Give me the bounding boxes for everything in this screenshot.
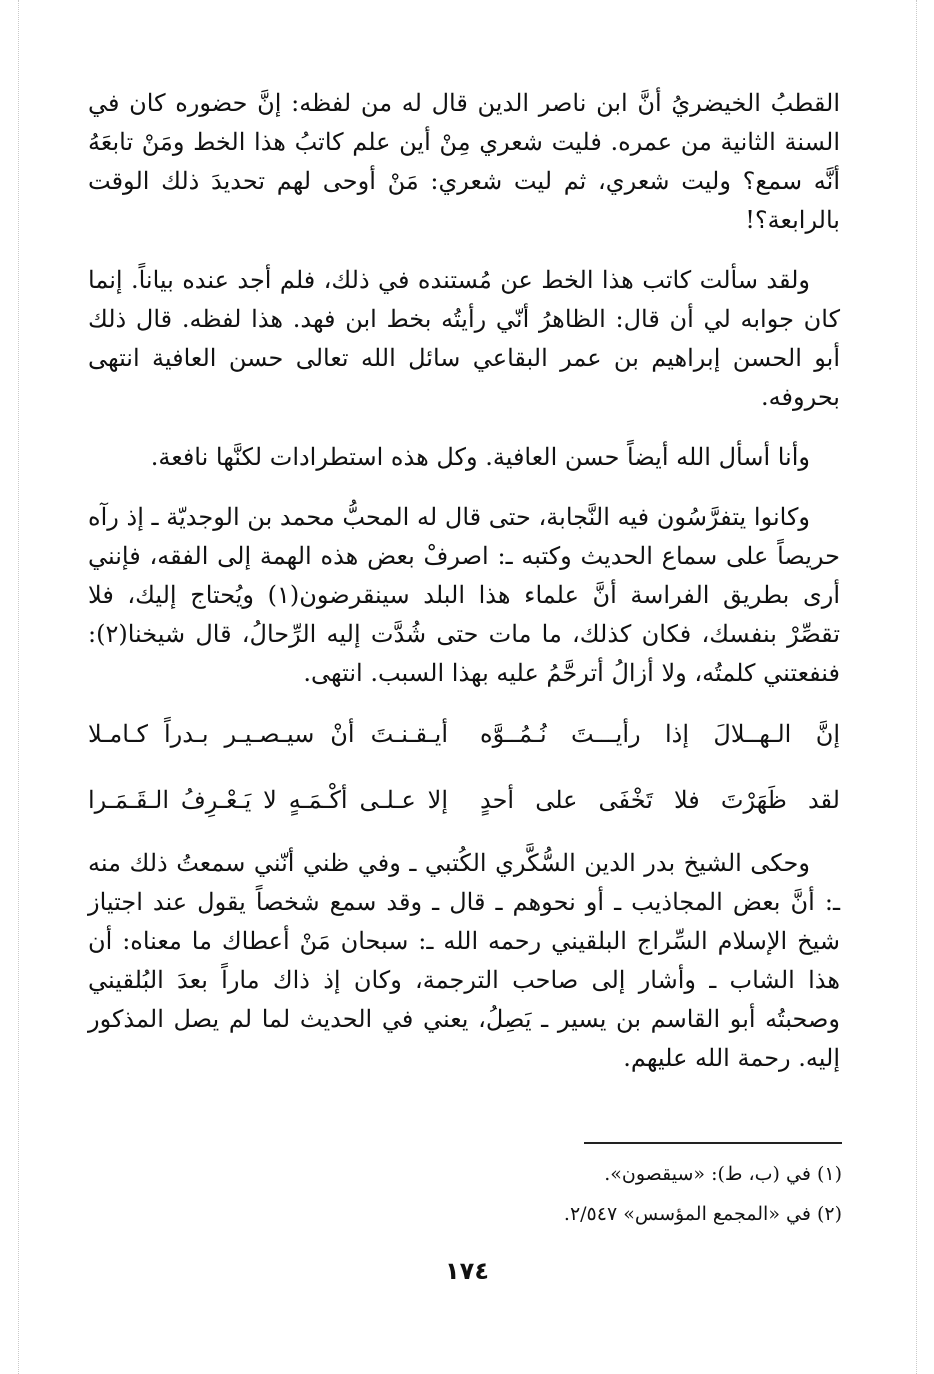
paragraph-1: القطبُ الخيضريُ أنَّ ابن ناصر الدين قال له من لفظه: إنَّ حضوره كان في السنة الثانية من عمره. فليت شعري مِنْ أين علم كاتبُ هذا الخط ومَنْ تابعَهُ أنَّه سمع؟ وليت شعري، ثم ليت شعري: مَنْ أوحى لهم تحديدَ ذلك الوقت بالرابعة؟! [88,89,840,234]
verse-1-first-hemistich: إنَّ الـهــلالَ إذا رأيـــتَ نُـمُــوَّه [480,720,840,748]
footnote-divider [584,1142,842,1144]
poem-verse-1 [88,714,840,754]
poem-verse-2 [88,780,840,820]
paragraph-5: وحكى الشيخ بدر الدين السُّكَّري الكُتبي ـ وفي ظني أنّني سمعتُ ذلك منه ـ: أنَّ بعض المجاذيب ـ أو نحوهم ـ قال ـ وقد سمع شخصاً يقول عند اجتياز شيخ الإسلام السِّراج البلقيني رحمه الله ـ: سبحان مَنْ أعطاك ما معناه: أن هذا الشاب ـ وأشار إلى صاحب الترجمة، وكان إذ ذاك ماراً بعدَ البُلقيني وصحبتُه أبو القاسم بن يسير ـ يَصِلُ، يعني في الحديث لما لم يصل المذكور إليه. رحمة الله عليهم. [88,849,840,1072]
scan-edge-left [18,0,19,1374]
verse-1-second-hemistich: أيـقـنـتَ أنْ سيـصـيـر بـدراً كـامـلا [88,720,448,748]
paragraph-3: وأنا أسأل الله أيضاً حسن العافية. وكل هذه استطرادات لكنَّها نافعة. [150,443,810,471]
verse-2-first-hemistich: لقد ظَهَرْتَ فلا تَخْفَى على أحدٍ [480,786,840,814]
footnote-1: (١) في (ب، ط): «سيقصون». [604,1163,842,1185]
page-number: ١٧٤ [445,1257,489,1285]
footnotes [300,1154,842,1234]
main-text [88,84,840,1078]
verse-2-second-hemistich: إلا عـلـى أكْـمَـهٍ لا يَـعْـرِفُ الـقَـمَـرا [88,786,448,814]
paragraph-2: ولقد سألت كاتب هذا الخط عن مُستنده في ذلك، فلم أجد عنده بياناً. إنما كان جوابه لي أن قال: الظاهرُ أنّي رأيتُه بخط ابن فهد. هذا لفظه. قال ذلك أبو الحسن إبراهيم بن عمر البقاعي سائل الله تعالى حسن العافية انتهى بحروفه. [88,266,840,411]
paragraph-4: وكانوا يتفرَّسُون فيه النَّجابة، حتى قال له المحبُّ محمد بن الوجديّة ـ إذ رآه حريصاً على سماع الحديث وكتبه ـ: اصرفْ بعض هذه الهمة إلى الفقه، فإنني أرى بطريق الفراسة أنَّ علماء هذا البلد سينقرضون(١) ويُحتاج إليك، فلا تقصِّرْ بنفسك، فكان كذلك، ما مات حتى شُدَّت إليه الرِّحالُ، قال شيخنا(٢): فنفعتني كلمتُه، ولا أزالُ أترحَّمُ عليه بهذا السبب. انتهى. [88,503,840,687]
poem [88,714,840,820]
footnote-2: (٢) في «المجمع المؤسس» ٢/٥٤٧. [563,1203,842,1225]
scan-edge-right [916,0,917,1374]
